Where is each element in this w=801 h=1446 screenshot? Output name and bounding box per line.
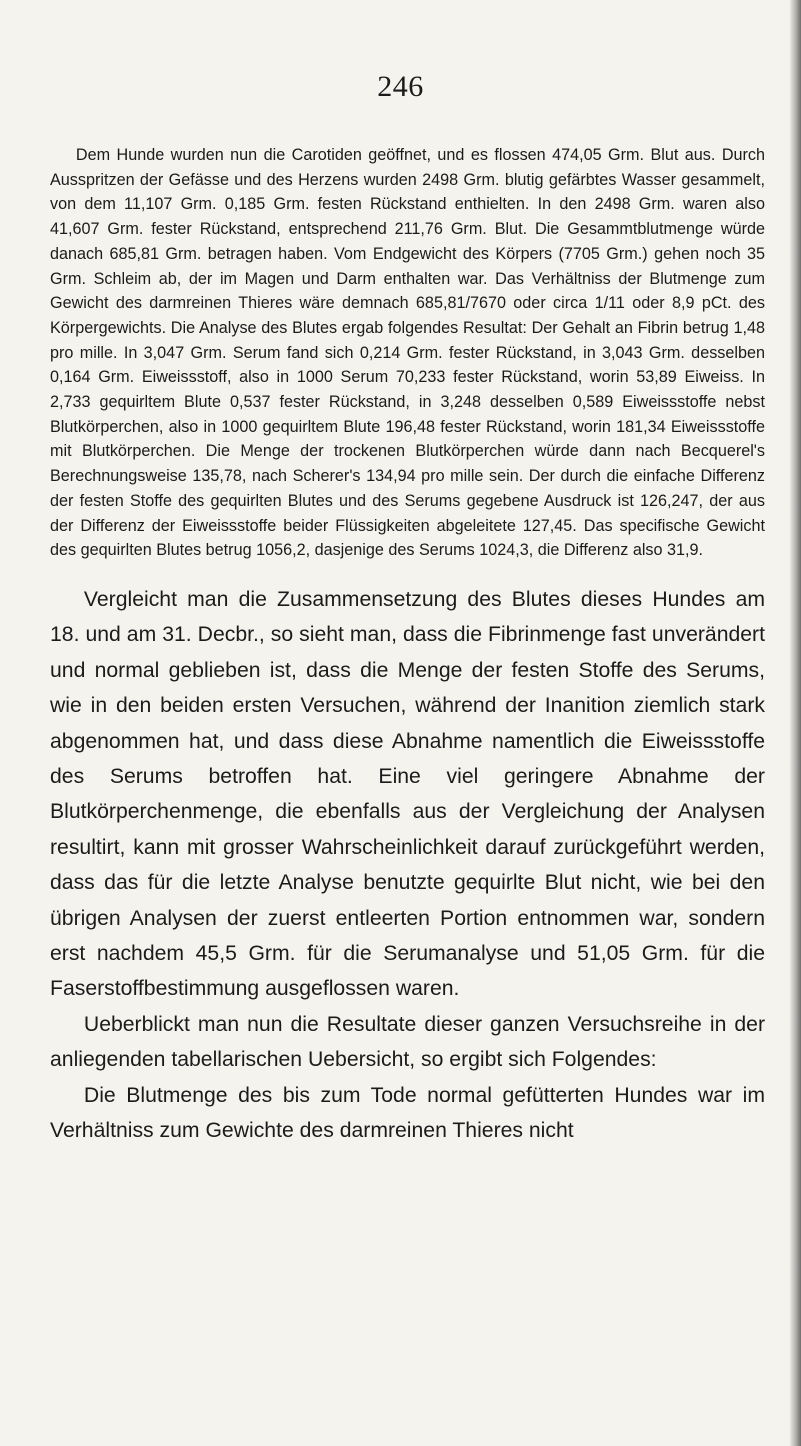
paragraph-conclusion: Die Blutmenge des bis zum Tode normal gefütterten Hundes war im Verhältniss zum Gewichte des darmreinen Thieres nicht <box>50 1083 765 1143</box>
page-edge-shadow <box>789 0 801 1446</box>
paragraph-overview: Ueberblickt man nun die Resultate dieser ganzen Versuchsreihe in der anliegenden tabellarischen Uebersicht, so ergibt sich Folgendes: <box>50 1012 765 1072</box>
large-print-section <box>50 582 765 1149</box>
small-print-section <box>50 143 765 563</box>
page-number: 246 <box>377 70 424 103</box>
paragraph-comparison: Vergleicht man die Zusammensetzung des Blutes dieses Hundes am 18. und am 31. Decbr., so sieht man, dass die Fibrinmenge fast unverändert und normal geblieben ist, dass die Menge der festen Stoffe des Serums, wie in den beiden ersten Versuchen, während der Inanition ziemlich stark abgenommen hat, und dass diese Abnahme namentlich die Eiweissstoffe des Serums betroffen hat. Eine viel geringere Abnahme der Blutkörperchenmenge, die ebenfalls aus der Vergleichung der Analysen resultirt, kann mit grosser Wahrscheinlichkeit darauf zurückgeführt werden, dass das für die letzte Analyse benutzte gequirlte Blut nicht, wie bei den übrigen Analysen der zuerst entleerten Portion entnommen war, sondern erst nachdem 45,5 Grm. für die Serumanalyse und 51,05 Grm. für die Faserstoffbestimmung ausgeflossen waren. <box>50 588 765 1001</box>
paragraph-blood-analysis: Dem Hunde wurden nun die Carotiden geöffnet, und es flossen 474,05 Grm. Blut aus. Durch Ausspritzen der Gefässe und des Herzens wurden 2498 Grm. blutig gefärbtes Wasser gesammelt, von dem 11,107 Grm. 0,185 Grm. festen Rückstand enthielten. In den 2498 Grm. waren also 41,607 Grm. fester Rückstand, entsprechend 211,76 Grm. Blut. Die Gesammtblutmenge würde danach 685,81 Grm. betragen haben. Vom Endgewicht des Körpers (7705 Grm.) gehen noch 35 Grm. Schleim ab, der im Magen und Darm enthalten war. Das Verhältniss der Blutmenge zum Gewicht des darmreinen Thieres wäre demnach 685,81/7670 oder circa 1/11 oder 8,9 pCt. des Körpergewichts. Die Analyse des Blutes ergab folgendes Resultat: Der Gehalt an Fibrin betrug 1,48 pro mille. In 3,047 Grm. Serum fand sich 0,214 Grm. fester Rückstand, in 3,043 Grm. desselben 0,164 Grm. Eiweissstoff, also in 1000 Serum 70,233 fester Rückstand, worin 53,89 Eiweiss. In 2,733 gequirltem Blute 0,537 fester Rückstand, in 3,248 desselben 0,589 Eiweissstoffe nebst Blutkörperchen, also in 1000 gequirltem Blute 196,48 fester Rückstand, worin 181,34 Eiweissstoffe mit Blutkörperchen. Die Menge der trockenen Blutkörperchen würde dann nach Becquerel's Berechnungsweise 135,78, nach Scherer's 134,94 pro mille sein. Der durch die einfache Differenz der festen Stoffe des gequirlten Blutes und des Serums gegebene Ausdruck ist 126,247, der aus der Differenz der Eiweissstoffe beider Flüssigkeiten abgeleitete 127,45. Das specifische Gewicht des gequirlten Blutes betrug 1056,2, dasjenige des Serums 1024,3, die Differenz also 31,9. <box>50 146 765 560</box>
